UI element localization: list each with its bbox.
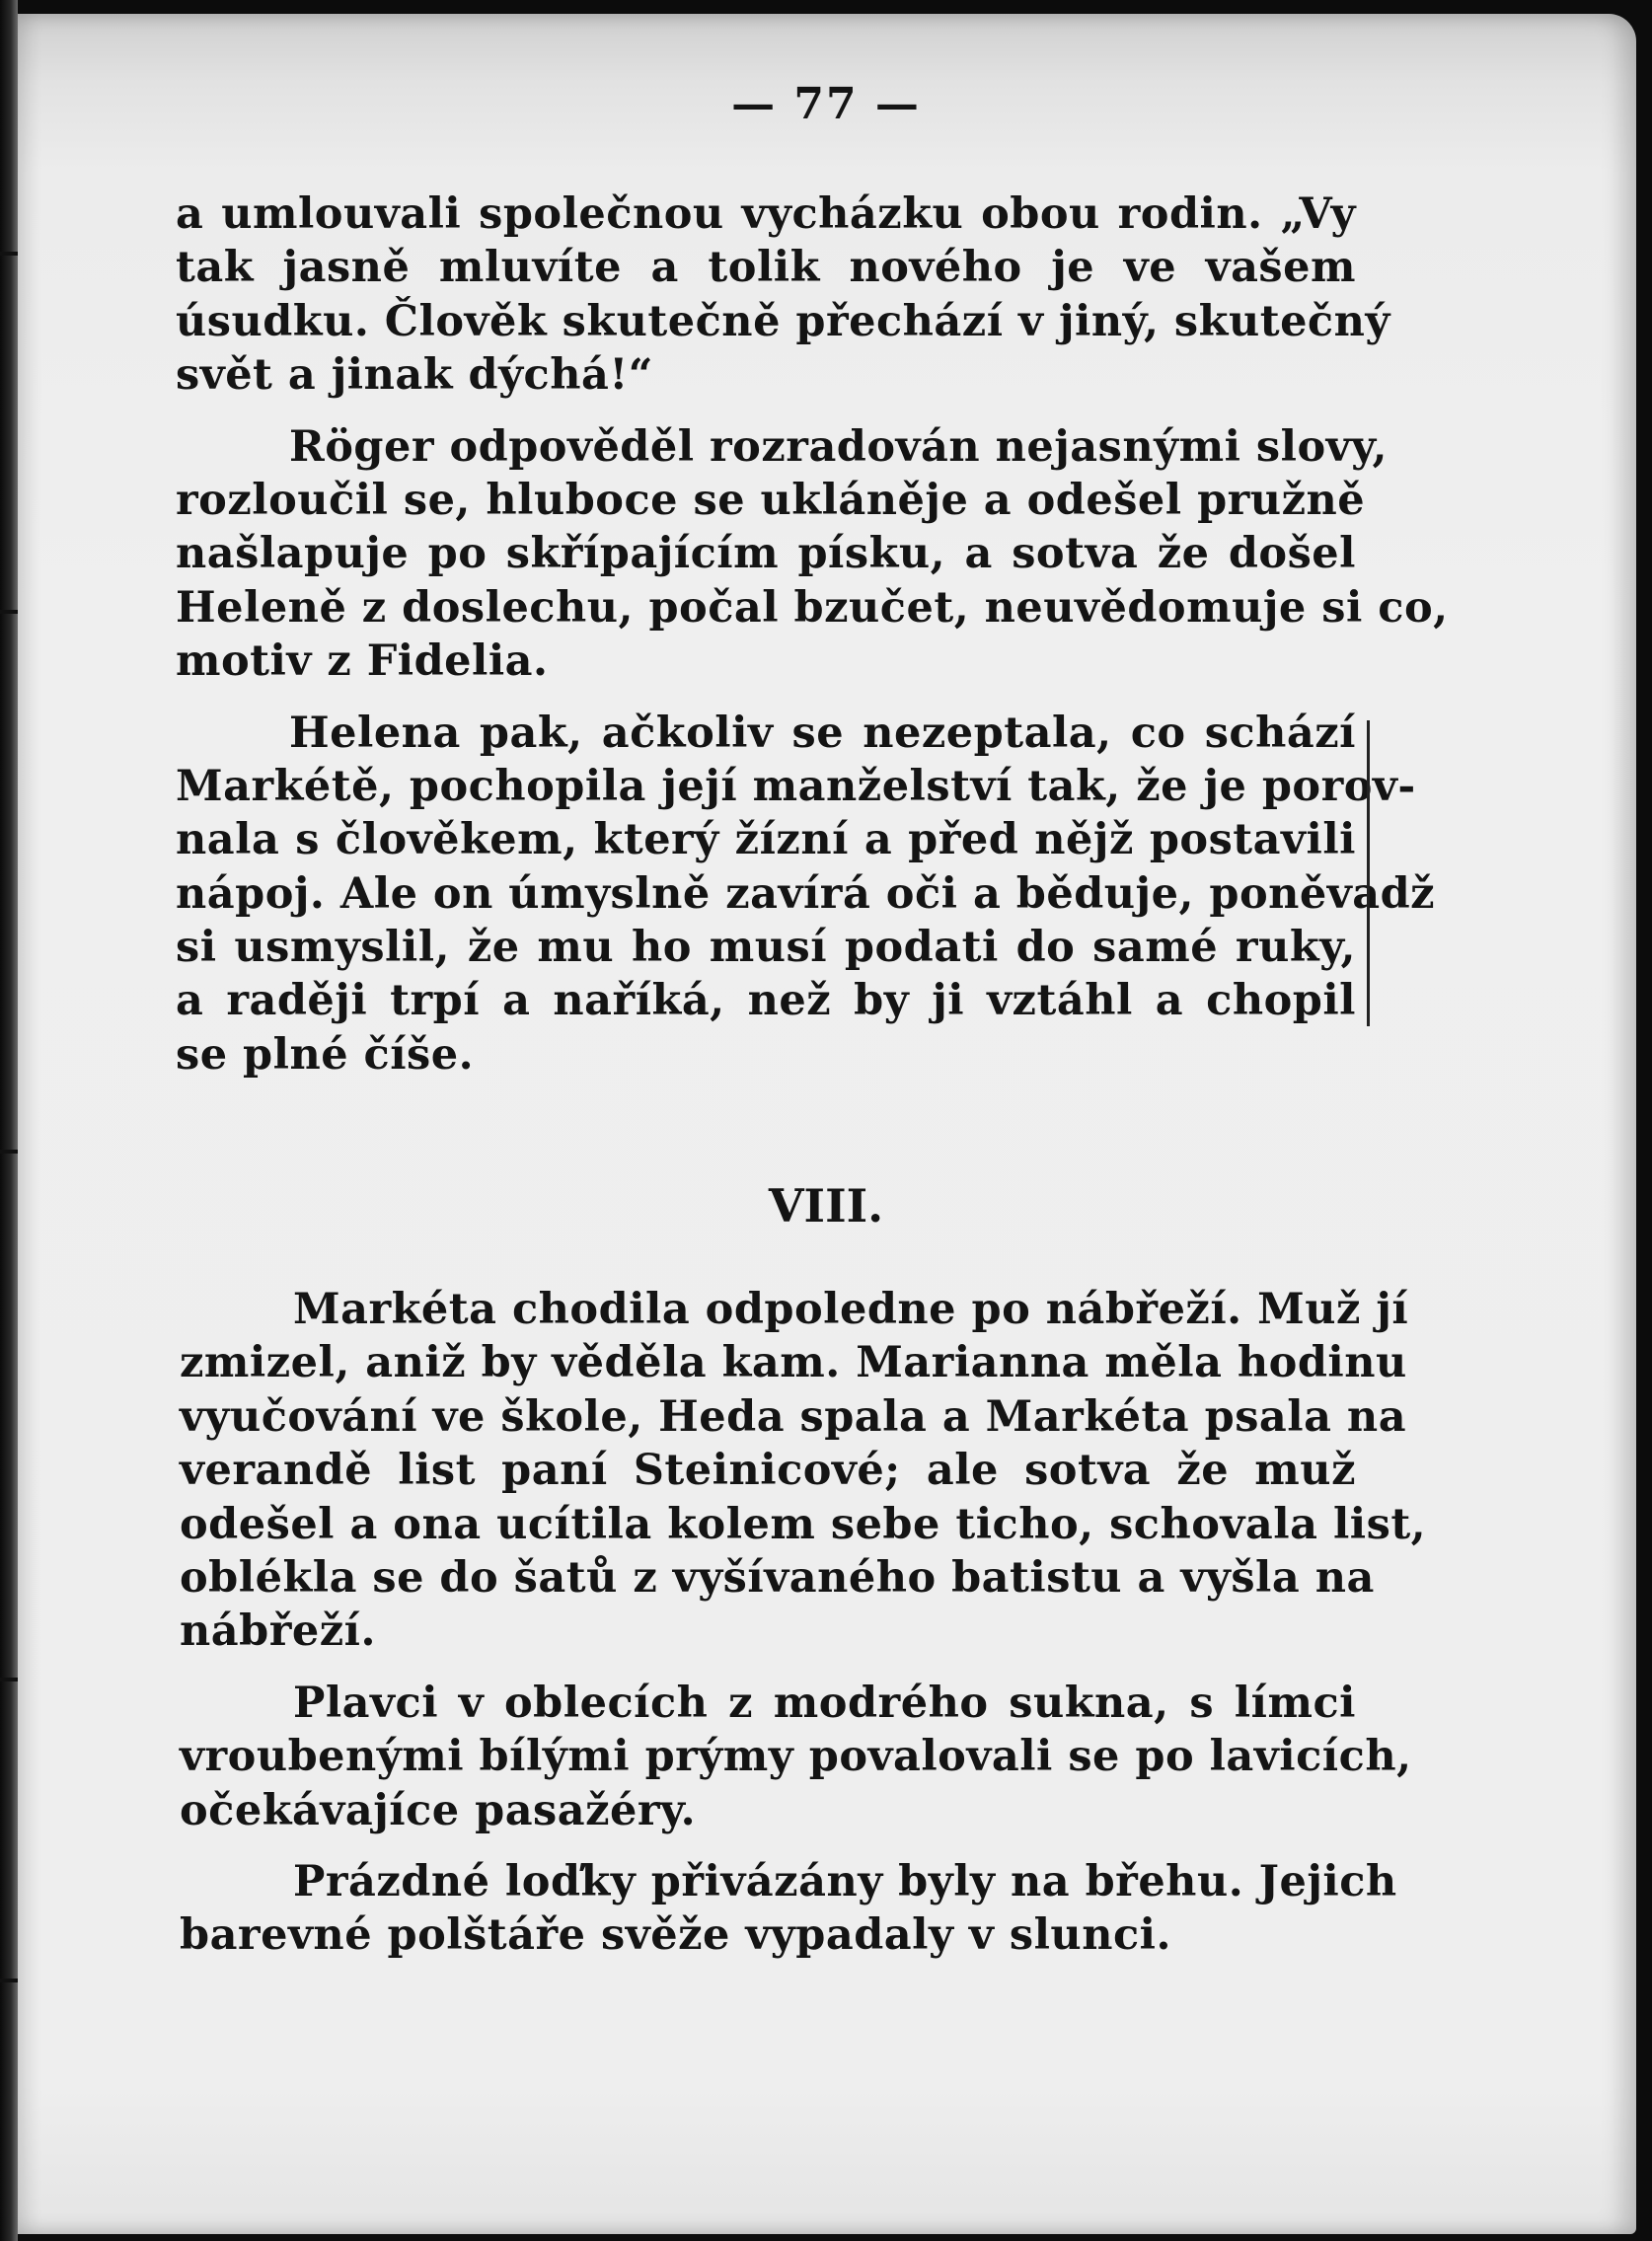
text-line: odešel a ona ucítila kolem sebe ticho, schovala list, bbox=[180, 1499, 1427, 1549]
text-line: verandě list paní Steinicové; ale sotva že muž bbox=[180, 1446, 1356, 1496]
text-line: svět a jinak dýchá!“ bbox=[176, 350, 653, 401]
page-number: — 77 — bbox=[731, 79, 921, 129]
paragraph bbox=[176, 707, 1436, 1083]
text-line: tak jasně mluvíte a tolik nového je ve vašem bbox=[176, 243, 1356, 293]
text-line: našlapuje po skřípajícím písku, a sotva že došel bbox=[176, 529, 1356, 579]
paragraph bbox=[180, 1283, 1427, 1659]
text-line: a raději trpí a naříká, než by ji vztáhl a chopil bbox=[176, 976, 1356, 1026]
text-line: vroubenými bílými prýmy povalovali se po lavicích, bbox=[180, 1732, 1412, 1782]
text-line: nábřeží. bbox=[180, 1606, 376, 1657]
chapter-heading: VIII. bbox=[768, 1179, 884, 1233]
text-line: oblékla se do šatů z vyšívaného batistu a vyšla na bbox=[180, 1552, 1375, 1603]
text-line: Heleně z doslechu, počal bzučet, neuvědomuje si co, bbox=[176, 582, 1449, 633]
book-spine bbox=[0, 0, 18, 2241]
text-line: očekávajíce pasažéry. bbox=[180, 1785, 697, 1835]
text-line: Prázdné loďky přivázány byly na břehu. Jejich bbox=[293, 1856, 1397, 1906]
text-line: a umlouvali společnou vycházku obou rodin. „Vy bbox=[176, 189, 1356, 239]
text-line: zmizel, aniž by věděla kam. Marianna měla hodinu bbox=[180, 1338, 1407, 1388]
text-line: rozloučil se, hluboce se ukláněje a odešel pružně bbox=[176, 475, 1366, 525]
text-line: se plné číše. bbox=[176, 1029, 475, 1080]
text-line: nápoj. Ale on úmyslně zavírá oči a běduje, poněvadž bbox=[176, 868, 1436, 919]
paragraph bbox=[180, 1677, 1412, 1837]
text-line: si usmyslil, že mu ho musí podati do samé ruky, bbox=[176, 923, 1356, 973]
margin-bracket bbox=[1367, 720, 1376, 1026]
text-line: nala s člověkem, který žízní a před nějž postavili bbox=[176, 815, 1356, 865]
paragraph bbox=[176, 187, 1390, 403]
text-line: Helena pak, ačkoliv se nezeptala, co schází bbox=[289, 708, 1356, 758]
text-block-top bbox=[176, 187, 1449, 1099]
text-line: vyučování ve škole, Heda spala a Markéta psala na bbox=[180, 1391, 1407, 1442]
text-line: Markéta chodila odpoledne po nábřeží. Muž jí bbox=[293, 1285, 1409, 1334]
text-line: barevné polštáře svěže vypadaly v slunci. bbox=[180, 1910, 1171, 1961]
text-line: Plavci v oblecích z modrého sukna, s límci bbox=[293, 1678, 1356, 1728]
text-block-bottom bbox=[180, 1283, 1427, 1980]
paragraph bbox=[180, 1855, 1397, 1963]
paragraph bbox=[176, 420, 1449, 689]
text-line: úsudku. Člověk skutečně přechází v jiný, skutečný bbox=[176, 296, 1390, 346]
text-line: Markétě, pochopila její manželství tak, že je porov- bbox=[176, 761, 1416, 811]
text-line: motiv z Fidelia. bbox=[176, 636, 549, 687]
text-line: Röger odpověděl rozradován nejasnými slovy, bbox=[289, 421, 1388, 472]
